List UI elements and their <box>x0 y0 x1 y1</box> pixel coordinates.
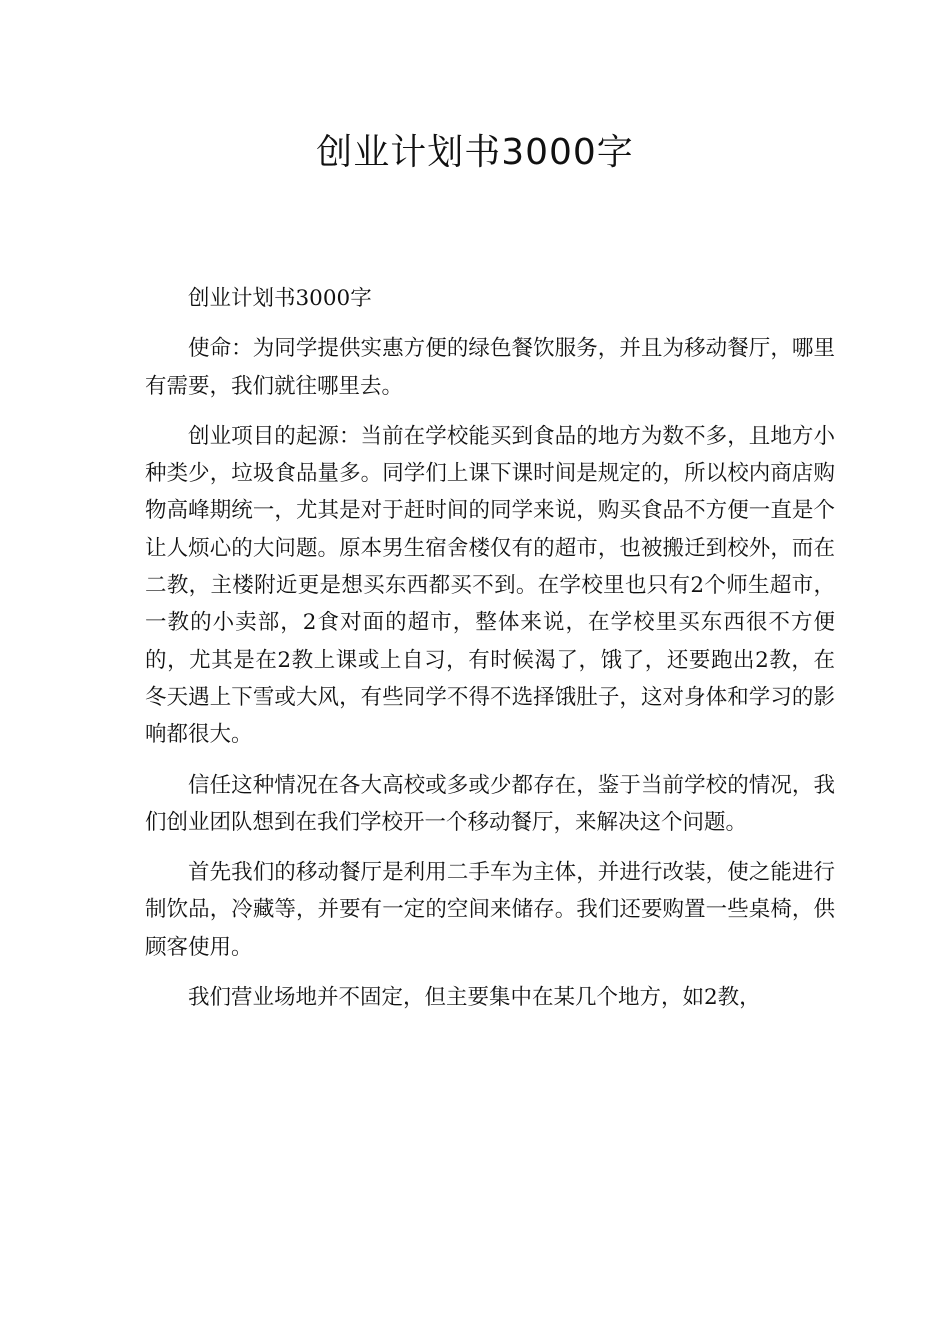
document-title: 创业计划书3000字 <box>316 132 634 173</box>
paragraph-mission: 使命：为同学提供实惠方便的绿色餐饮服务，并且为移动餐厅，哪里有需要，我们就往哪里去。 <box>145 336 835 399</box>
paragraph-origin: 创业项目的起源：当前在学校能买到食品的地方为数不多，且地方小种类少，垃圾食品量多。同学们上课下课时间是规定的，所以校内商店购物高峰期统一，尤其是对于赶时间的同学来说，购买食品不方便一直是个让人烦心的大问题。原本男生宿舍楼仅有的超市，也被搬迁到校外，而在二教，主楼附近更是想买东西都买不到。在学校里也只有2个师生超市，一教的小卖部，2食对面的超市，整体来说，在学校里买东西很不方便的，尤其是在2教上课或上自习，有时候渴了，饿了，还要跑出2教，在冬天遇上下雪或大风，有些同学不得不选择饿肚子，这对身体和学习的影响都很大。 <box>145 423 835 748</box>
paragraph-vehicle: 首先我们的移动餐厅是利用二手车为主体，并进行改装，使之能进行制饮品，冷藏等，并要有一定的空间来储存。我们还要购置一些桌椅，供顾客使用。 <box>145 860 835 960</box>
paragraph-heading: 创业计划书3000字 <box>188 286 372 311</box>
paragraph-situation: 信任这种情况在各大高校或多或少都存在，鉴于当前学校的情况，我们创业团队想到在我们学校开一个移动餐厅，来解决这个问题。 <box>145 772 835 835</box>
document-body <box>145 280 835 1016</box>
paragraph-location: 我们营业场地并不固定，但主要集中在某几个地方，如2教， <box>188 985 761 1011</box>
